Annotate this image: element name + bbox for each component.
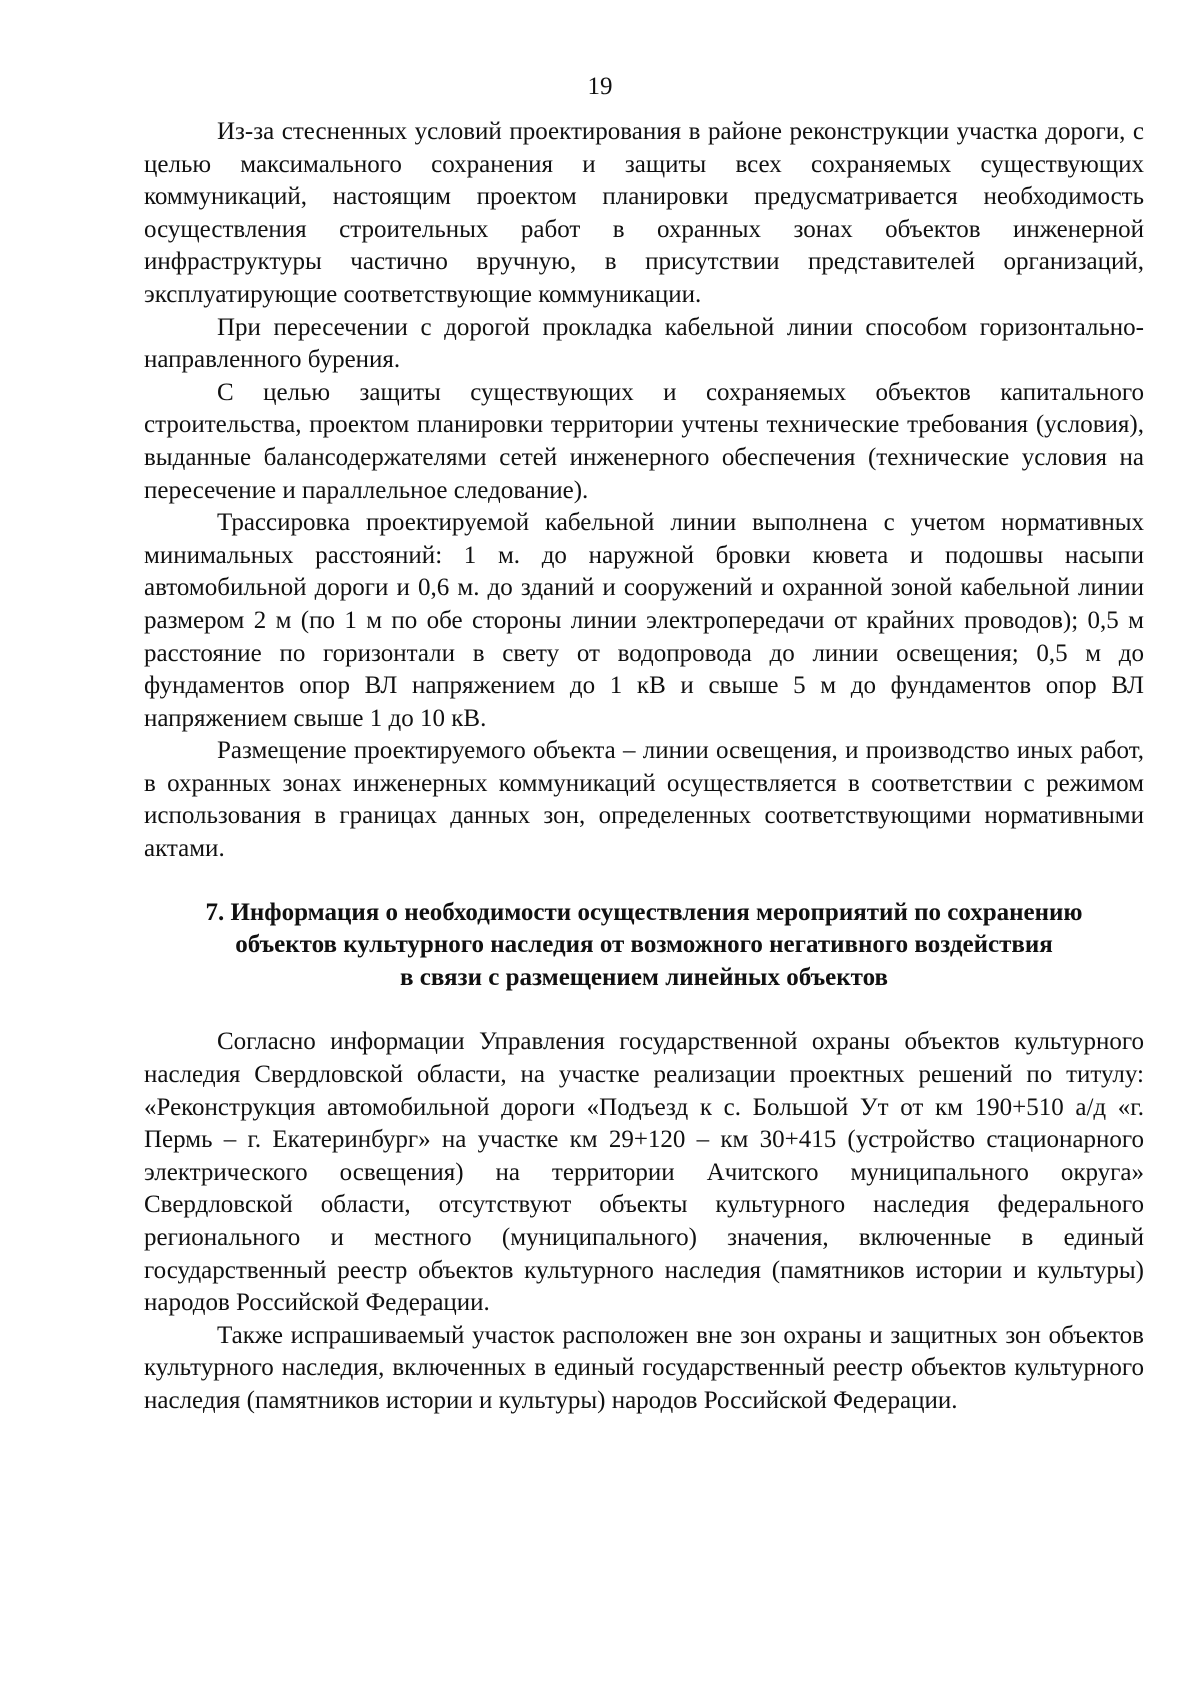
page-body — [144, 116, 1144, 1418]
page-number: 19 — [587, 73, 613, 100]
section-7-heading-line: в связи с размещением линейных объектов — [400, 963, 888, 991]
paragraph-cultural-heritage-info: Согласно информации Управления государственной охраны объектов культурного наследия Свердловской области, на участке реализации проектных решений по титулу: «Реконструкция автомобильной дороги «Подъезд к с. Большой Ут от км 190+510 а/д «г. Пермь – г. Екатеринбург» на участке км 29+120 – км 30+415 (устройство стационарного электрического освещения) на территории Ачитского муниципального округа» Свердловской области, отсутствуют объекты культурного наследия федерального регионального и местного (муниципального) значения, включенные в единый государственный реестр объектов культурного наследия (памятников истории и культуры) народов Российской Федерации. — [144, 1028, 1144, 1317]
paragraph-cable-routing: Трассировка проектируемой кабельной линии выполнена с учетом нормативных минимальных расстояний: 1 м. до наружной бровки кювета и подошвы насыпи автомобильной дороги и 0,6 м. до зданий и сооружений и охранной зоной кабельной линии размером 2 м (по 1 м по обе стороны линии электропередачи от крайних проводов); 0,5 м расстояние по горизонтали в свету от водопровода до линии освещения; 0,5 м до фундаментов опор ВЛ напряжением до 1 кВ и свыше 5 м до фундаментов опор ВЛ напряжением свыше 1 до 10 кВ. — [144, 509, 1144, 732]
section-7-heading-line: 7. Информация о необходимости осуществления мероприятий по сохранению — [205, 898, 1083, 926]
section-7-heading — [144, 897, 1144, 995]
paragraph-outside-protection-zones: Также испрашиваемый участок расположен вне зон охраны и защитных зон объектов культурного наследия, включенных в единый государственный реестр объектов культурного наследия (памятников истории и культуры) народов Российской Федерации. — [144, 1321, 1144, 1414]
paragraph-construction-conditions: Из-за стесненных условий проектирования в районе реконструкции участка дороги, с целью максимального сохранения и защиты всех сохраняемых существующих коммуникаций, настоящим проектом планировки предусматривается необходимость осуществления строительных работ в охранных зонах объектов инженерной инфраструктуры частично вручную, в присутствии представителей организаций, эксплуатирующие соответствующие коммуникации. — [144, 118, 1144, 308]
section-7-heading-line: объектов культурного наследия от возможного негативного воздействия — [235, 931, 1053, 959]
paragraph-technical-requirements: С целью защиты существующих и сохраняемых объектов капитального строительства, проектом планировки территории учтены технические требования (условия), выданные балансодержателями сетей инженерного обеспечения (технические условия на пересечение и параллельное следование). — [144, 378, 1144, 504]
paragraph-protected-zones: Размещение проектируемого объекта – линии освещения, и производство иных работ, в охранных зонах инженерных коммуникаций осуществляется в соответствии с режимом использования в границах данных зон, определенных соответствующими нормативными актами. — [144, 737, 1144, 863]
paragraph-road-crossing: При пересечении с дорогой прокладка кабельной линии способом горизонтально-направленного бурения. — [144, 313, 1144, 374]
